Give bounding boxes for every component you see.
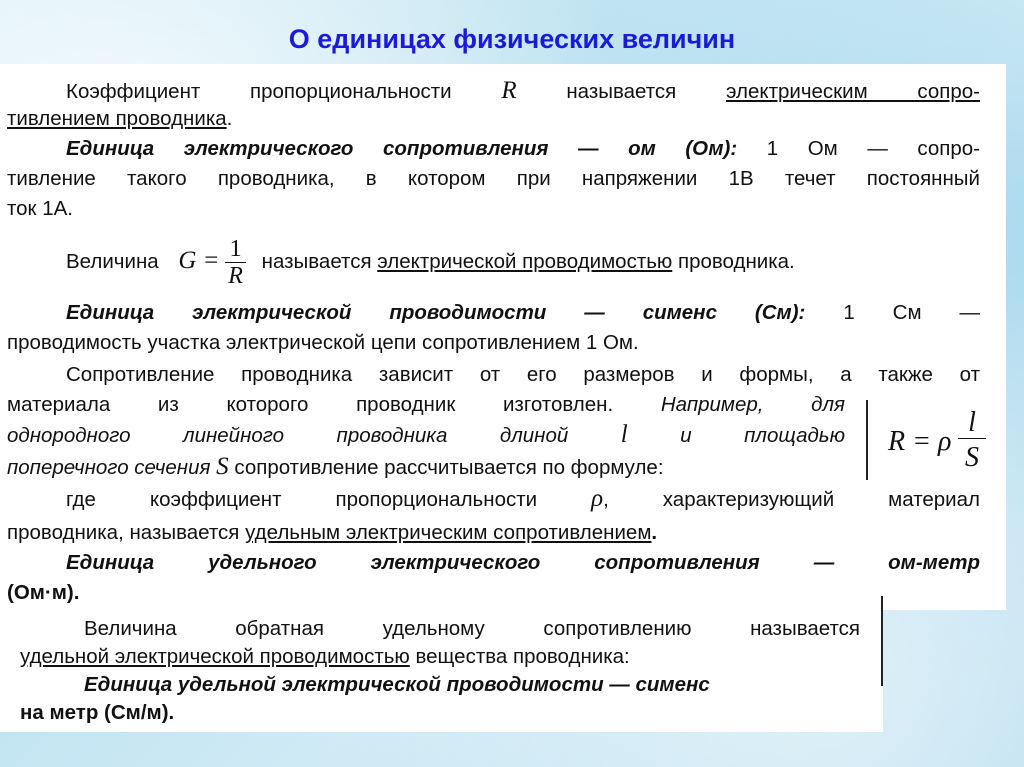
para2-line1 [66, 136, 980, 162]
para1-text: Коэффициент пропорциональности [66, 80, 452, 103]
symbol-r: R [501, 77, 517, 104]
para5-italic: Например, для [660, 393, 845, 416]
unit-ohm-heading: Единица электрического сопротивления — ом (Ом): [66, 137, 738, 160]
formula-divider [866, 400, 868, 480]
formula-r-numerator: l [958, 408, 986, 439]
symbol-l: l [620, 421, 628, 448]
period: . [226, 107, 233, 130]
formula-g-numerator: 1 [225, 236, 246, 263]
para7-line2: (Ом·м). [7, 581, 80, 604]
para4-text: 1 См — [843, 301, 980, 324]
para5-text: сопротивление рассчитывается по формуле: [234, 456, 664, 479]
term-conductivity: удельной электрической проводимостью [20, 645, 410, 668]
formula-g-fraction [225, 236, 246, 289]
para1-line1 [66, 78, 980, 105]
para3-text: проводника. [677, 250, 795, 273]
para6-text: , характеризующий материал [603, 488, 981, 511]
para5-italic: поперечного сечения [7, 456, 211, 479]
para9-line2: на метр (См/м). [20, 701, 175, 724]
para5-italic: однородного линейного проводника длиной [7, 424, 569, 447]
para6-line2 [7, 520, 657, 546]
formula-g-lhs: G = [178, 247, 220, 274]
para5-line3 [7, 422, 845, 449]
para5-line2 [7, 392, 845, 418]
para3-text: Величина [66, 250, 159, 273]
para8-text: вещества проводника: [415, 645, 630, 668]
para1-line2 [7, 106, 232, 132]
para5-italic: и площадью [680, 424, 845, 447]
para7-line1 [66, 550, 980, 576]
para2-line3: ток 1А. [7, 197, 73, 220]
term-resistivity: удельным электрическим сопротивлением [245, 521, 652, 544]
unit-ohm-meter-heading: Единица удельного электрического сопротивления — ом-метр [66, 551, 980, 574]
para2-line2: тивление такого проводника, в котором при напряжении 1В течет постоянный [7, 167, 980, 190]
term-resistance-cont: тивлением проводника [7, 107, 227, 130]
slide-title: О единицах физических величин [288, 24, 736, 54]
term-conductance: электрической проводимостью [377, 250, 673, 273]
para1-text: называется [566, 80, 677, 103]
term-resistance: электрическим сопро- [726, 80, 980, 103]
para8-line2 [20, 644, 630, 670]
para6-text: где коэффициент пропорциональности [66, 488, 538, 511]
para3-line [66, 232, 795, 291]
period: . [651, 521, 658, 544]
symbol-s: S [216, 453, 229, 480]
symbol-rho: ρ [591, 485, 604, 512]
formula-r-lhs: R = ρ [888, 426, 952, 457]
para3-text: называется [261, 250, 372, 273]
para9-line1 [84, 672, 710, 698]
para4-line2: проводимость участка электрической цепи сопротивлением 1 Ом. [7, 331, 639, 354]
para5-line1: Сопротивление проводника зависит от его размеров и формы, а также от [66, 363, 980, 386]
para5-text: материала из которого проводник изготовлен. [7, 393, 614, 416]
formula-r-denominator: S [965, 442, 979, 473]
para6-line1 [66, 486, 980, 513]
formula-g-denominator: R [228, 263, 243, 290]
para5-line4 [7, 454, 664, 481]
formula-divider-lower [881, 596, 883, 686]
unit-siemens-per-meter-heading: Единица удельной электрической проводимости — сименс [84, 673, 710, 696]
formula-resistivity [884, 402, 994, 482]
unit-siemens-heading: Единица электрической проводимости — сименс (См): [66, 301, 806, 324]
para4-line1 [66, 300, 980, 326]
para6-text: проводника, называется [7, 521, 240, 544]
para8-line1: Величина обратная удельному сопротивлению называется [84, 617, 860, 640]
para2-text: 1 Ом — сопро- [766, 137, 981, 160]
